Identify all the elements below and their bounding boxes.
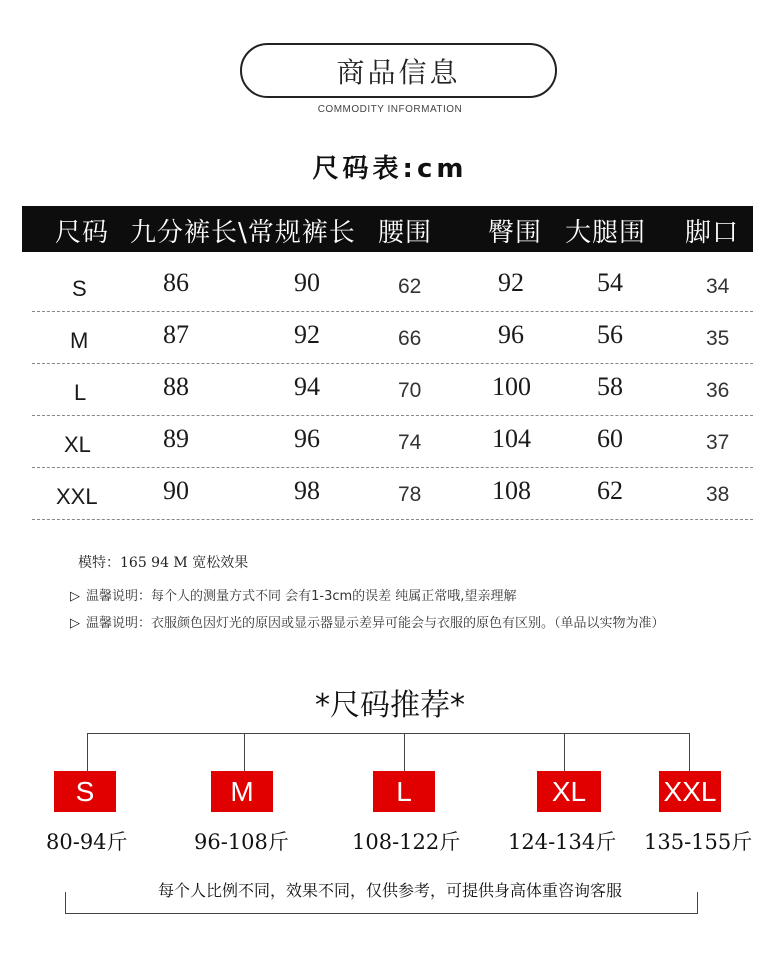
- cell-hem: 34: [706, 275, 730, 298]
- cell-waist: 62: [398, 275, 422, 298]
- footer-note: 每个人比例不同，效果不同，仅供参考，可提供身高体重咨询客服: [157, 881, 622, 900]
- cell-size: XXL: [56, 484, 98, 509]
- triangle-right-icon: ▷: [70, 589, 80, 604]
- weight-range-m: 96-108斤: [194, 830, 289, 854]
- size-badge-s: S: [54, 771, 116, 812]
- cell-hem: 35: [706, 327, 730, 350]
- cell-len: 92: [294, 320, 320, 349]
- cell-len: 90: [294, 268, 320, 297]
- cell-thigh: 54: [597, 268, 623, 297]
- weight-range-xl: 124-134斤: [508, 830, 617, 854]
- cell-hip: 108: [492, 476, 531, 505]
- cell-waist: 66: [398, 327, 422, 350]
- weight-range-xxl: 135-155斤: [644, 830, 753, 854]
- weight-range-l: 108-122斤: [352, 830, 461, 854]
- size-table-title: 尺码表:cm: [312, 154, 468, 184]
- section-title-pill: [240, 43, 557, 98]
- section-subtitle: COMMODITY INFORMATION: [317, 104, 463, 115]
- connector-drop: [87, 733, 88, 771]
- cell-hip: 104: [492, 424, 531, 453]
- cell-thigh: 56: [597, 320, 623, 349]
- cell-size: L: [74, 380, 87, 405]
- header-length: 九分裤长\常规裤长: [130, 218, 356, 248]
- cell-waist: 74: [398, 431, 422, 454]
- cell-len9: 86: [163, 268, 189, 297]
- cell-thigh: 62: [597, 476, 623, 505]
- recommend-title: *尺码推荐*: [315, 688, 465, 723]
- cell-len: 98: [294, 476, 320, 505]
- cell-thigh: 60: [597, 424, 623, 453]
- cell-len: 96: [294, 424, 320, 453]
- triangle-right-icon: ▷: [70, 616, 80, 631]
- header-hip: 臀围: [488, 218, 543, 248]
- cell-waist: 70: [398, 379, 422, 402]
- table-row: [32, 312, 753, 364]
- connector-drop: [564, 733, 565, 771]
- header-size: 尺码: [55, 218, 110, 248]
- cell-len9: 88: [163, 372, 189, 401]
- cell-len: 94: [294, 372, 320, 401]
- cell-size: M: [70, 328, 89, 353]
- connector-drop: [404, 733, 405, 771]
- cell-waist: 78: [398, 483, 422, 506]
- size-badge-l: L: [373, 771, 435, 812]
- cell-len9: 90: [163, 476, 189, 505]
- weight-range-s: 80-94斤: [46, 830, 128, 854]
- note-color-text: 温馨说明：衣服颜色因灯光的原因或显示器显示差异可能会与衣服的原色有区别。（单品以实物为准）: [86, 616, 665, 631]
- table-row: [32, 364, 753, 416]
- model-info: 模特：165 94 M 宽松效果: [78, 555, 249, 571]
- header-hem: 脚口: [685, 218, 740, 248]
- table-row: [32, 416, 753, 468]
- size-table-header: [22, 206, 753, 252]
- note-measurement-text: 温馨说明：每个人的测量方式不同 会有1-3cm的误差 纯属正常哦,望亲理解: [86, 589, 517, 604]
- cell-hem: 36: [706, 379, 730, 402]
- note-color: [70, 612, 665, 631]
- cell-hem: 38: [706, 483, 730, 506]
- connector-drop: [244, 733, 245, 771]
- connector-line: [87, 733, 689, 734]
- cell-thigh: 58: [597, 372, 623, 401]
- section-title: 商品信息: [336, 55, 461, 89]
- cell-size: S: [72, 276, 87, 301]
- cell-hem: 37: [706, 431, 730, 454]
- cell-len9: 89: [163, 424, 189, 453]
- table-row: [32, 468, 753, 520]
- connector-drop: [689, 733, 690, 771]
- size-badge-xxl: XXL: [659, 771, 721, 812]
- size-badge-m: M: [211, 771, 273, 812]
- header-waist: 腰围: [378, 218, 433, 248]
- table-row: [32, 260, 753, 312]
- cell-len9: 87: [163, 320, 189, 349]
- cell-hip: 100: [492, 372, 531, 401]
- note-measurement: [70, 585, 516, 604]
- cell-hip: 96: [498, 320, 524, 349]
- cell-size: XL: [64, 432, 91, 457]
- header-thigh: 大腿围: [565, 218, 647, 248]
- cell-hip: 92: [498, 268, 524, 297]
- size-badge-xl: XL: [537, 771, 601, 812]
